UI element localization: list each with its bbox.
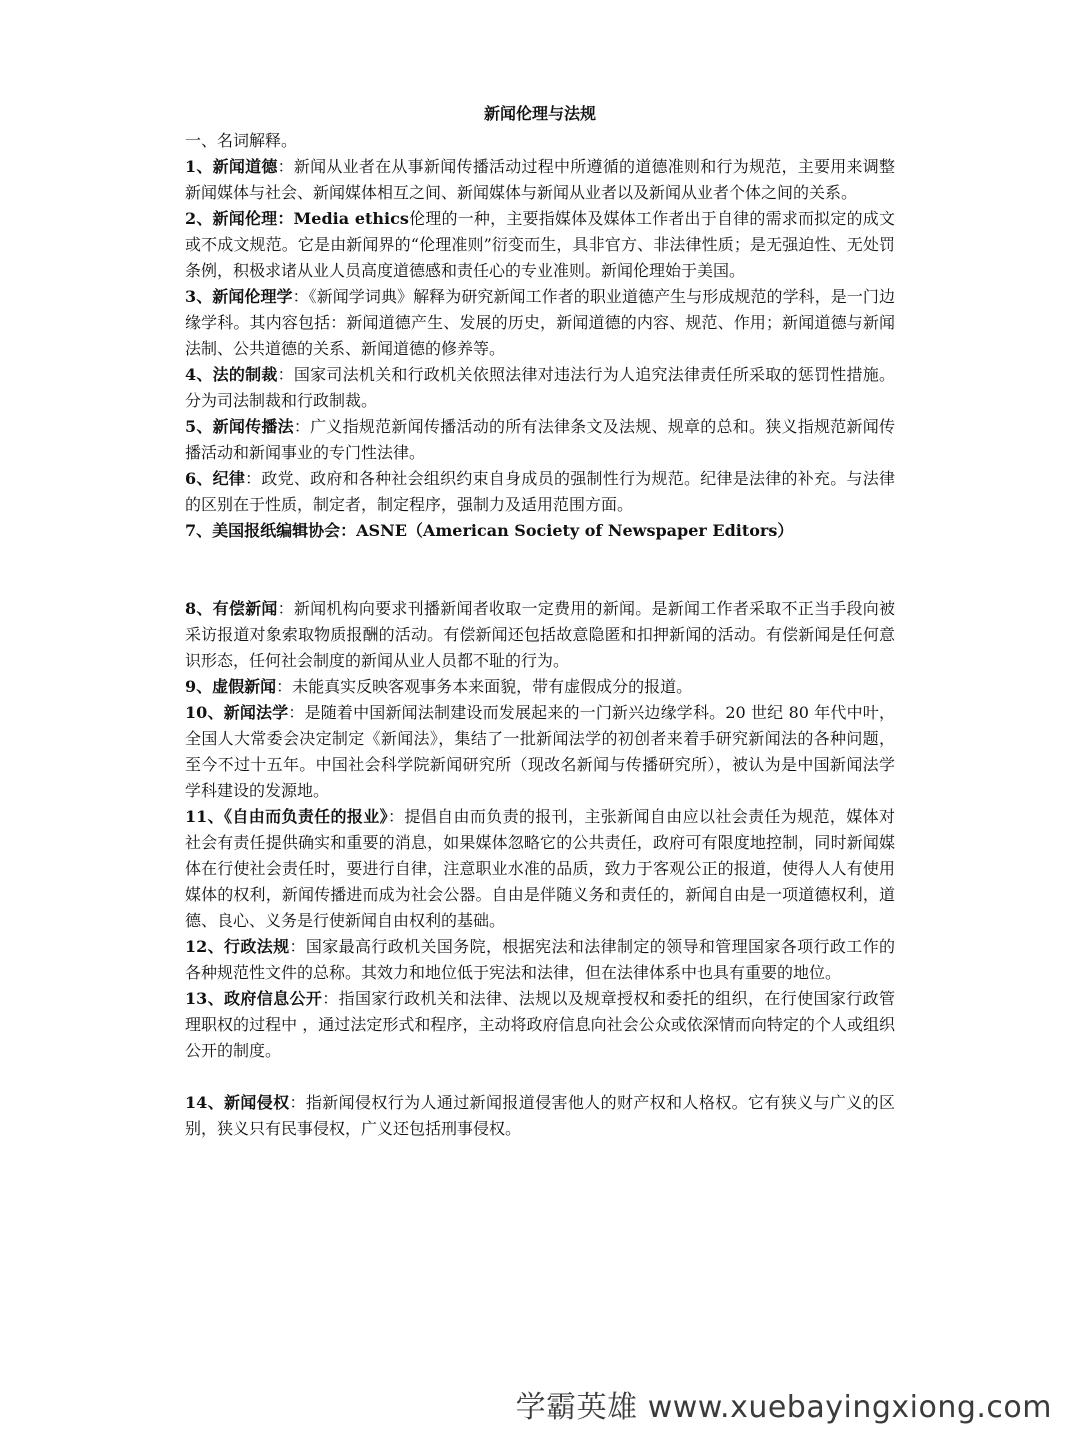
entry-term: 10、新闻法学 <box>185 703 289 722</box>
entry-term: 5、新闻传播法 <box>185 417 294 436</box>
definition-entry-10 <box>185 700 895 804</box>
entry-term: 9、虚假新闻 <box>185 677 277 696</box>
entry-term: 2、新闻伦理：Media ethics <box>185 209 409 228</box>
entry-term: 7、美国报纸编辑协会：ASNE（American Society of Newspaper Editors） <box>185 521 794 540</box>
document-title: 新闻伦理与法规 <box>483 104 596 123</box>
entry-term: 14、新闻侵权 <box>185 1093 290 1112</box>
entry-term: 1、新闻道德 <box>185 157 278 176</box>
definition-entry-2 <box>185 206 895 284</box>
entry-separator: ： <box>288 703 305 722</box>
entry-separator: ： <box>277 365 294 384</box>
entry-term: 11、《自由而负责任的报业》 <box>185 807 389 826</box>
entry-separator: ： <box>388 807 405 826</box>
document-page <box>185 100 895 1142</box>
entry-text: 伦理的一种，主要指媒体及媒体工作者出于自律的需求而拟定的成文或不成文规范。它是由新闻界的“伦理准则”衍变而生，具非官方、非法律性质；是无强迫性、无处罚条例，积极求诸从业人员高度道德感和责任心的专业准则。新闻伦理始于美国。 <box>185 209 895 280</box>
entry-text: 未能真实反映客观事务本来面貌，带有虚假成分的报道。 <box>292 677 693 696</box>
entry-separator: ： <box>277 599 294 618</box>
entry-text: 新闻从业者在从事新闻传播活动过程中所遵循的道德准则和行为规范，主要用来调整新闻媒体与社会、新闻媒体相互之间、新闻媒体与新闻从业者以及新闻从业者个体之间的关系。 <box>185 157 895 202</box>
entry-text: 国家司法机关和行政机关依照法律对违法行为人追究法律责任所采取的惩罚性措施。分为司法制裁和行政制裁。 <box>185 365 895 410</box>
entry-term: 3、新闻伦理学 <box>185 287 293 306</box>
entry-separator: ： <box>293 417 311 436</box>
entry-text: 提倡自由而负责的报刊，主张新闻自由应以社会责任为规范，媒体对社会有责任提供确实和重要的消息，如果媒体忽略它的公共责任，政府可有限度地控制，同时新闻媒体在行使社会责任时，要进行自律，注意职业水准的品质，致力于客观公正的报道，使得人人有使用媒体的权利，新闻传播进而成为社会公器。自由是伴随义务和责任的，新闻自由是一项道德权利，道德、良心、义务是行使新闻自由权利的基础。 <box>185 807 895 930</box>
definition-entry-12 <box>185 934 895 986</box>
entry-text: 指国家行政机关和法律、法规以及规章授权和委托的组织，在行使国家行政管理职权的过程中 ，通过法定形式和程序，主动将政府信息向社会公众或依深情而向特定的个人或组织公开的制度。 <box>185 989 895 1060</box>
entry-term: 4、法的制裁 <box>185 365 278 384</box>
definition-entry-6 <box>185 466 895 518</box>
definition-entry-1 <box>185 154 895 206</box>
site-watermark: 学霸英雄 www.xuebayingxiong.com <box>515 1390 1052 1425</box>
definition-entry-9 <box>185 674 895 700</box>
entry-separator: ： <box>276 677 293 696</box>
entry-separator: ： <box>289 1093 306 1112</box>
entry-term: 12、行政法规 <box>185 937 290 956</box>
entry-text: 是随着中国新闻法制建设而发展起来的一门新兴边缘学科。20 世纪 80 年代中叶，全国人大常委会决定制定《新闻法》，集结了一批新闻法学的初创者来着手研究新闻法的各种问题，至今不过十五年。中国社会科学院新闻研究所（现改名新闻与传播研究所），被认为是中国新闻法学学科建设的发源地。 <box>185 703 895 800</box>
blank-space <box>185 1064 895 1090</box>
entry-text: 《新闻学词典》解释为研究新闻工作者的职业道德产生与形成规范的学科，是一门边缘学科。其内容包括：新闻道德产生、发展的历史，新闻道德的内容、规范、作用；新闻道德与新闻法制、公共道德的关系、新闻道德的修养等。 <box>185 287 895 358</box>
definition-entry-11 <box>185 804 895 934</box>
entry-separator: ： <box>245 469 262 488</box>
entry-term: 6、纪律 <box>185 469 246 488</box>
definition-entry-14 <box>185 1090 895 1142</box>
definition-entry-4 <box>185 362 895 414</box>
entry-separator: ： <box>292 287 309 306</box>
definition-entry-8 <box>185 596 895 674</box>
entry-text: 广义指规范新闻传播活动的所有法律条文及法规、规章的总和。狭义指规范新闻传播活动和新闻事业的专门性法律。 <box>185 417 895 462</box>
definition-entry-3 <box>185 284 895 362</box>
definition-entry-5 <box>185 414 895 466</box>
section-heading: 一、名词解释。 <box>185 131 298 150</box>
blank-space <box>185 544 895 596</box>
entry-separator: ： <box>289 937 306 956</box>
entry-separator: ： <box>322 989 339 1008</box>
entry-text: 国家最高行政机关国务院，根据宪法和法律制定的领导和管理国家各项行政工作的各种规范性文件的总称。其效力和地位低于宪法和法律，但在法律体系中也具有重要的地位。 <box>185 937 895 982</box>
entry-text: 新闻机构向要求刊播新闻者收取一定费用的新闻。是新闻工作者采取不正当手段向被采访报道对象索取物质报酬的活动。有偿新闻还包括故意隐匿和扣押新闻的活动。有偿新闻是任何意识形态，任何社会制度的新闻从业人员都不耻的行为。 <box>185 599 895 670</box>
entry-separator: ： <box>277 157 294 176</box>
definition-entry-7 <box>185 518 895 544</box>
definition-entry-13 <box>185 986 895 1064</box>
entry-term: 13、政府信息公开 <box>185 989 323 1008</box>
entry-term: 8、有偿新闻 <box>185 599 278 618</box>
entry-text: 政党、政府和各种社会组织约束自身成员的强制性行为规范。纪律是法律的补充。与法律的区别在于性质，制定者，制定程序，强制力及适用范围方面。 <box>185 469 895 514</box>
entry-text: 指新闻侵权行为人通过新闻报道侵害他人的财产权和人格权。它有狭义与广义的区别，狭义只有民事侵权，广义还包括刑事侵权。 <box>185 1093 895 1138</box>
